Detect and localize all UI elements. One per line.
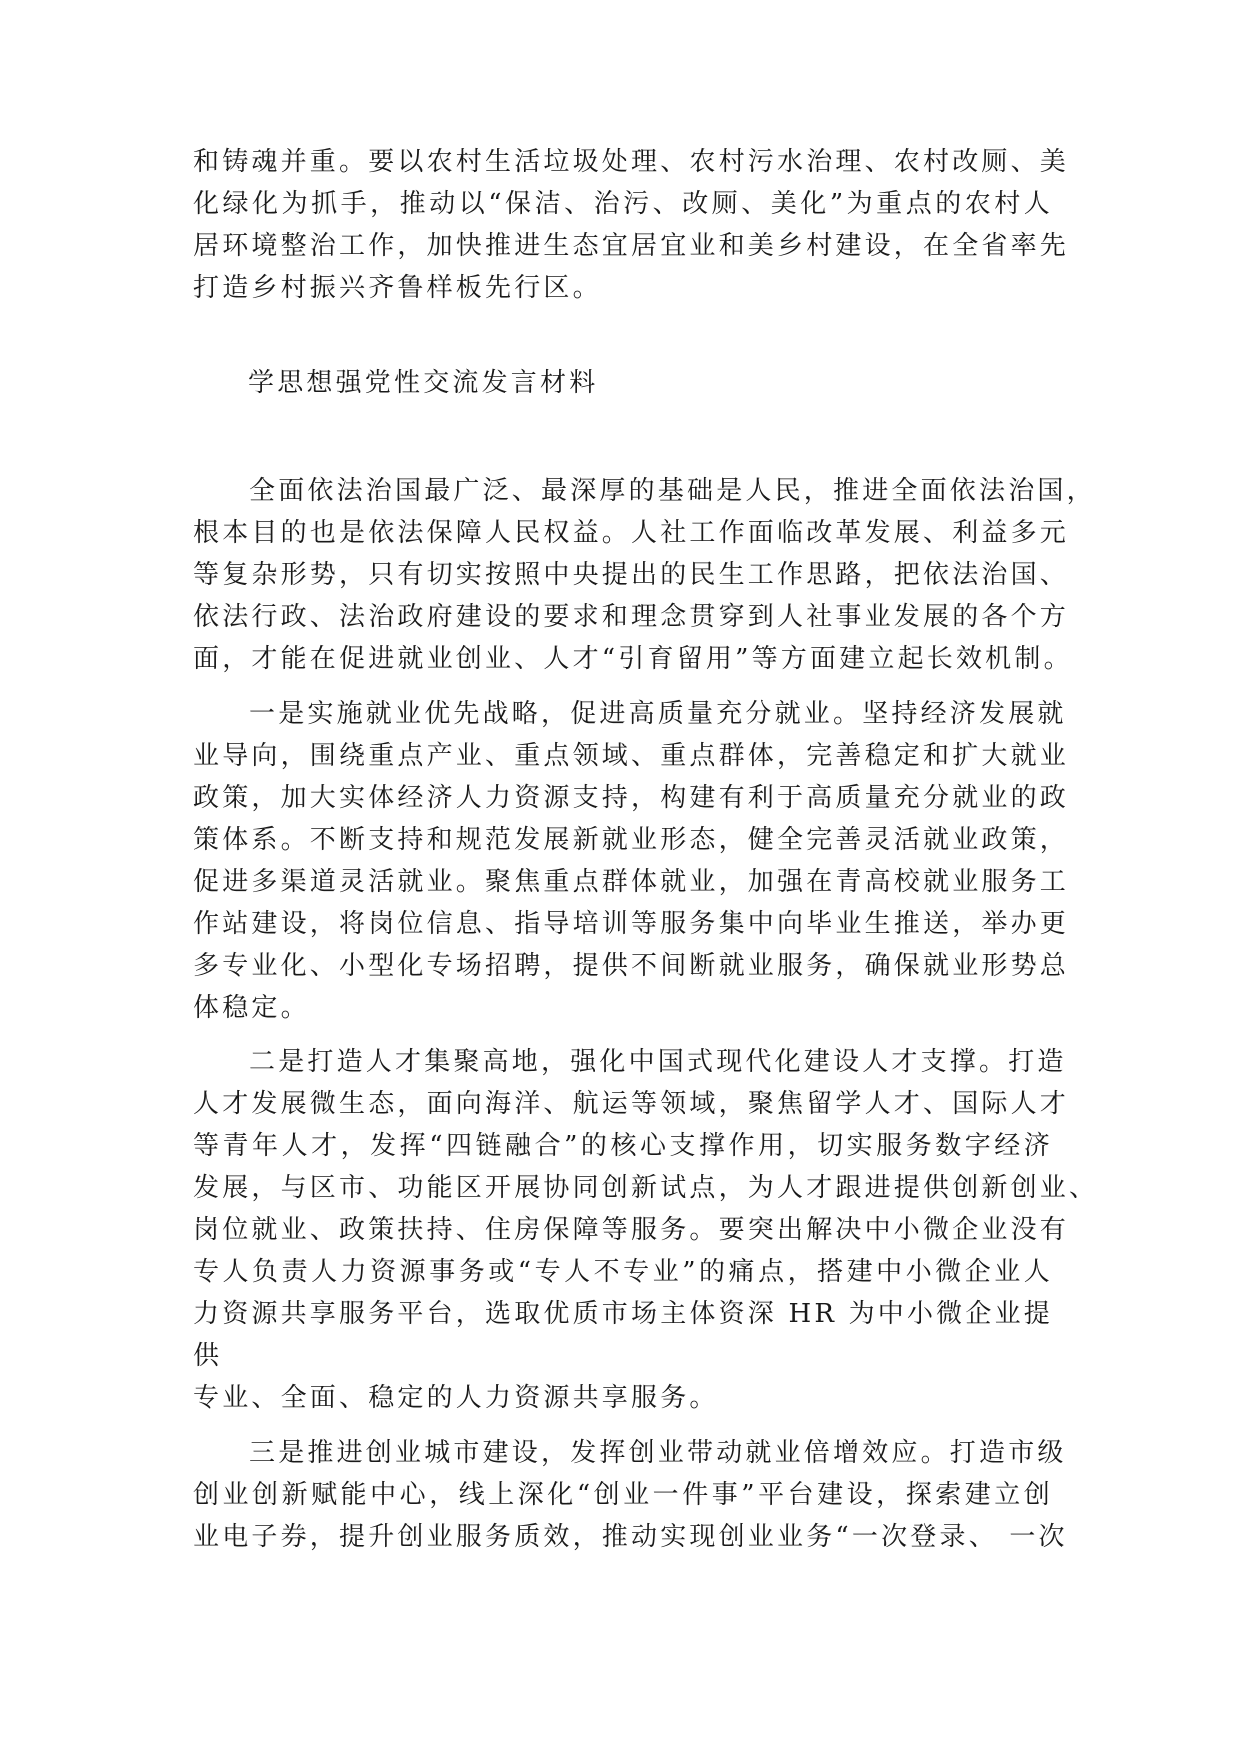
text-line: 一是实施就业优先战略，促进高质量充分就业。坚持经济发展就 [249,699,1067,729]
text-line: 面，才能在促进就业创业、人才“引育留用”等方面建立起长效机制。 [193,644,1073,674]
text-line: 等复杂形势，只有切实按照中央提出的民生工作思路，把依法治国、 [193,560,1070,590]
text-line: 专业、全面、稳定的人力资源共享服务。 [193,1383,719,1413]
text-line: 创业创新赋能中心，线上深化“创业一件事”平台建设，探索建立创 [193,1480,1053,1510]
text-line: 体稳定。 [193,993,310,1023]
paragraph-2 [193,693,1070,1029]
text-line: 力资源共享服务平台，选取优质市场主体资深 HR 为中小微企业提 [193,1299,1053,1329]
text-line: 策体系。不断支持和规范发展新就业形态，健全完善灵活就业政策， [193,825,1070,855]
text-line: 专人负责人力资源事务或“专人不专业”的痛点，搭建中小微企业人 [193,1257,1053,1287]
text-line: 作站建设，将岗位信息、指导培训等服务集中向毕业生推送，举办更 [193,909,1070,939]
text-line: 居环境整治工作，加快推进生态宜居宜业和美乡村建设，在全省率先 [193,231,1070,261]
text-line: 促进多渠道灵活就业。聚焦重点群体就业，加强在青高校就业服务工 [193,867,1070,897]
text-line: 三是推进创业城市建设，发挥创业带动就业倍增效应。打造市级 [249,1438,1067,1468]
text-line: 二是打造人才集聚高地，强化中国式现代化建设人才支撑。打造 [249,1047,1067,1077]
text-line: 全面依法治国最广泛、最深厚的基础是人民，推进全面依法治国， [249,476,1096,506]
text-line: 业电子券，提升创业服务质效，推动实现创业业务“一次登录、 一次 [193,1522,1068,1552]
text-line: 等青年人才，发挥“四链融合”的核心支撑作用，切实服务数字经济 [193,1131,1053,1161]
text-line: 根本目的也是依法保障人民权益。人社工作面临改革发展、利益多元 [193,518,1070,548]
intro-paragraph [193,141,1070,309]
text-line: 发展，与区市、功能区开展协同创新试点，为人才跟进提供创新创业、 [193,1173,1099,1203]
text-line: 化绿化为抓手，推动以“保洁、治污、改厕、美化”为重点的农村人 [193,189,1053,219]
text-line: 多专业化、小型化专场招聘，提供不间断就业服务，确保就业形势总 [193,951,1070,981]
text-line: 岗位就业、政策扶持、住房保障等服务。要突出解决中小微企业没有 [193,1215,1070,1245]
text-line: 和铸魂并重。要以农村生活垃圾处理、农村污水治理、农村改厕、美 [193,147,1070,177]
paragraph-3 [193,1041,1099,1419]
text-line: 打造乡村振兴齐鲁样板先行区。 [193,273,602,303]
text-line: 业导向，围绕重点产业、重点领域、重点群体，完善稳定和扩大就业 [193,741,1070,771]
text-line: 人才发展微生态，面向海洋、航运等领域，聚焦留学人才、国际人才 [193,1089,1070,1119]
document-title: 学思想强党性交流发言材料 [248,368,599,398]
text-line: 政策，加大实体经济人力资源支持，构建有利于高质量充分就业的政 [193,783,1070,813]
text-line: 依法行政、法治政府建设的要求和理念贯穿到人社事业发展的各个方 [193,602,1070,632]
paragraph-4 [193,1432,1068,1558]
paragraph-1 [193,470,1096,680]
text-line: 供 [193,1341,223,1371]
